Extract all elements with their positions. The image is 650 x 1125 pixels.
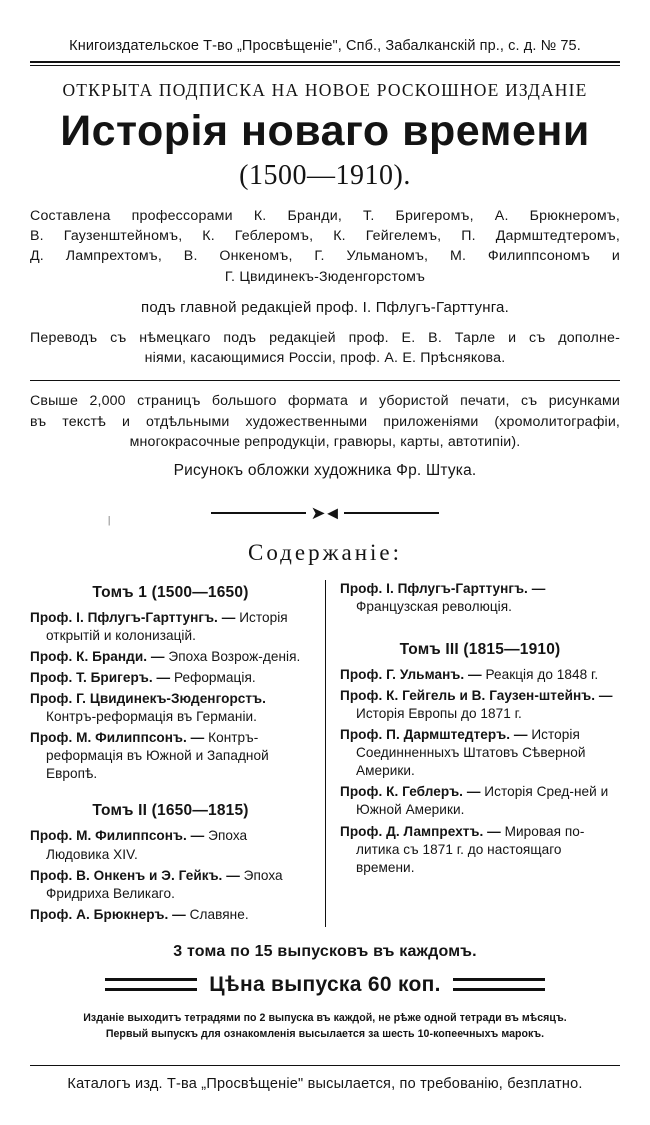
entry-text: Исторія открытій и колонизацій.: [46, 609, 288, 643]
translation-block: [30, 328, 620, 369]
list-item: [340, 687, 620, 723]
authors-line-4: Г. Цвидинекъ-Зюденгорстомъ: [224, 268, 426, 285]
entry-author: Проф. Г. Цвидинекъ-Зюденгорстъ.: [30, 691, 266, 707]
authors-line-3: Д. Лампрехтомъ, В. Онкеномъ, Г. Ульманомъ, М. Филиппсономъ и: [30, 248, 620, 265]
entry-author: Проф. М. Филиппсонъ. —: [30, 828, 205, 844]
entry-text: Эпоха Людовика XIV.: [46, 828, 248, 862]
list-item: [30, 827, 311, 863]
entry-text: Эпоха Фридриха Великаго.: [46, 867, 283, 901]
price-banner: [30, 973, 620, 997]
contents-columns: [30, 580, 620, 927]
ornament-bar-left: [211, 512, 306, 514]
ornament-divider: [30, 504, 620, 522]
cover-artist-line: Рисунокъ обложки художника Фр. Штука.: [173, 461, 477, 479]
entry-author: Проф. К. Гейгель и В. Гаузен-штейнъ. —: [340, 687, 613, 703]
entry-author: Проф. Д. Лампрехтъ. —: [340, 823, 501, 839]
list-item: [340, 726, 620, 780]
authors-line-1: Составлена профессорами К. Бранди, Т. Бригеромъ, А. Брюкнеромъ,: [30, 208, 620, 225]
entry-text: Мировая по-литика съ 1871 г. до настоящаго времени.: [356, 823, 585, 875]
subscription-headline: ОТКРЫТА ПОДПИСКА НА НОВОЕ РОСКОШНОЕ ИЗДАНІЕ: [62, 80, 588, 100]
entry-text: Славяне.: [189, 906, 249, 922]
spacer: [340, 619, 620, 637]
entry-author: Проф. К. Бранди. —: [30, 648, 165, 664]
entry-text: Исторія Европы до 1871 г.: [356, 706, 522, 722]
editor-line: подъ главной редакціей проф. I. Пфлугъ-Гарттунга.: [141, 298, 509, 316]
volumes-count-line: 3 тома по 15 выпусковъ въ каждомъ.: [173, 942, 477, 960]
entry-author: Проф. П. Дармштедтеръ. —: [340, 727, 528, 743]
list-item: [30, 906, 311, 924]
list-item: [30, 669, 311, 687]
list-item: [340, 580, 620, 616]
ornament-bar-right: [344, 512, 439, 514]
fine-print-line-2: Первый выпускъ для ознакомленія высылается за шесть 10-копеечныхъ марокъ.: [105, 1027, 545, 1040]
volume-heading: Томъ III (1815—1910): [399, 640, 561, 658]
publisher-line: Книгоиздательское Т-во „Просвѣщеніе", Спб., Забалканскій пр., с. д. № 75.: [69, 38, 581, 54]
fine-print-line-1: Изданіе выходитъ тетрадями по 2 выпуска въ каждой, не рѣже одной тетради въ мѣсяцъ.: [83, 1011, 567, 1024]
entry-text: Реакція до 1848 г.: [485, 666, 599, 682]
list-item: [30, 867, 311, 903]
list-item: [340, 823, 620, 877]
entry-author: Проф. А. Брюкнеръ. —: [30, 906, 186, 922]
printers-mark: |: [108, 513, 111, 526]
entry-text: Реформація.: [173, 669, 256, 685]
volume-heading: Томъ II (1650—1815): [92, 802, 249, 820]
list-item: [30, 690, 311, 726]
footer-divider: [30, 1065, 620, 1066]
list-item: [340, 666, 620, 684]
entry-text: Эпоха Возрож-денія.: [168, 648, 301, 664]
volume-heading: Томъ 1 (1500—1650): [92, 583, 249, 601]
entry-author: Проф. М. Филиппсонъ. —: [30, 730, 205, 746]
price-rule-right: [453, 978, 545, 991]
entry-author: Проф. I. Пфлугъ-Гарттунгъ. —: [340, 580, 546, 596]
list-item: [340, 783, 620, 819]
entry-author: Проф. Г. Ульманъ. —: [340, 666, 482, 682]
contents-column-right: [325, 580, 620, 927]
spacer: [30, 786, 311, 798]
entry-author: Проф. Т. Бригеръ. —: [30, 669, 171, 685]
entry-text: Исторія Соединненныхъ Штатовъ Сѣверной Америки.: [356, 727, 586, 779]
entry-text: Исторія Сред-ней и Южной Америки.: [356, 784, 609, 818]
entry-text: Французская революція.: [356, 598, 512, 614]
list-item: [30, 609, 311, 645]
fine-print-block: [30, 1011, 620, 1043]
catalog-note: Каталогъ изд. Т-ва „Просвѣщеніе" высылается, по требованію, безплатно.: [67, 1075, 583, 1092]
entry-author: Проф. К. Геблеръ. —: [340, 784, 481, 800]
list-item: [30, 729, 311, 783]
header-divider: [30, 61, 620, 66]
entry-author: Проф. В. Онкенъ и Э. Гейкъ. —: [30, 867, 240, 883]
section-divider: [30, 380, 620, 381]
page-title: Исторія новаго времени: [60, 107, 590, 155]
price-rule-left: [105, 978, 197, 991]
authors-block: [30, 206, 620, 287]
entry-text: Контръ-реформація въ Германіи.: [46, 709, 257, 725]
description-line-3: многокрасочные репродукціи, гравюры, карты, автотипіи).: [129, 434, 521, 451]
description-line-1: Свыше 2,000 страницъ большого формата и убористой печати, съ рисунками: [30, 392, 620, 409]
entry-text: Контръ-реформація въ Южной и Западной Европѣ.: [46, 730, 269, 782]
title-years: (1500—1910).: [239, 160, 411, 192]
authors-line-2: В. Гаузенштейномъ, К. Геблеромъ, К. Гейгелемъ, П. Дармштедтеромъ,: [30, 228, 620, 245]
entry-author: Проф. I. Пфлугъ-Гарттунгъ. —: [30, 609, 236, 625]
description-line-2: въ текстѣ и отдѣльными художественными приложеніями (хромолитографіи,: [30, 413, 620, 430]
contents-heading: Содержаніе:: [248, 539, 402, 565]
price-label: Цѣна выпуска 60 коп.: [209, 972, 441, 996]
list-item: [30, 648, 311, 666]
translation-line-2: ніями, касающимися Россіи, проф. А. Е. Прѣснякова.: [144, 350, 506, 367]
translation-line-1: Переводъ съ нѣмецкаго подъ редакціей проф. Е. В. Тарле и съ дополне-: [30, 329, 620, 346]
description-block: [30, 391, 620, 453]
ornament-glyph-icon: ➤◄: [310, 502, 340, 523]
contents-column-left: [30, 580, 325, 927]
